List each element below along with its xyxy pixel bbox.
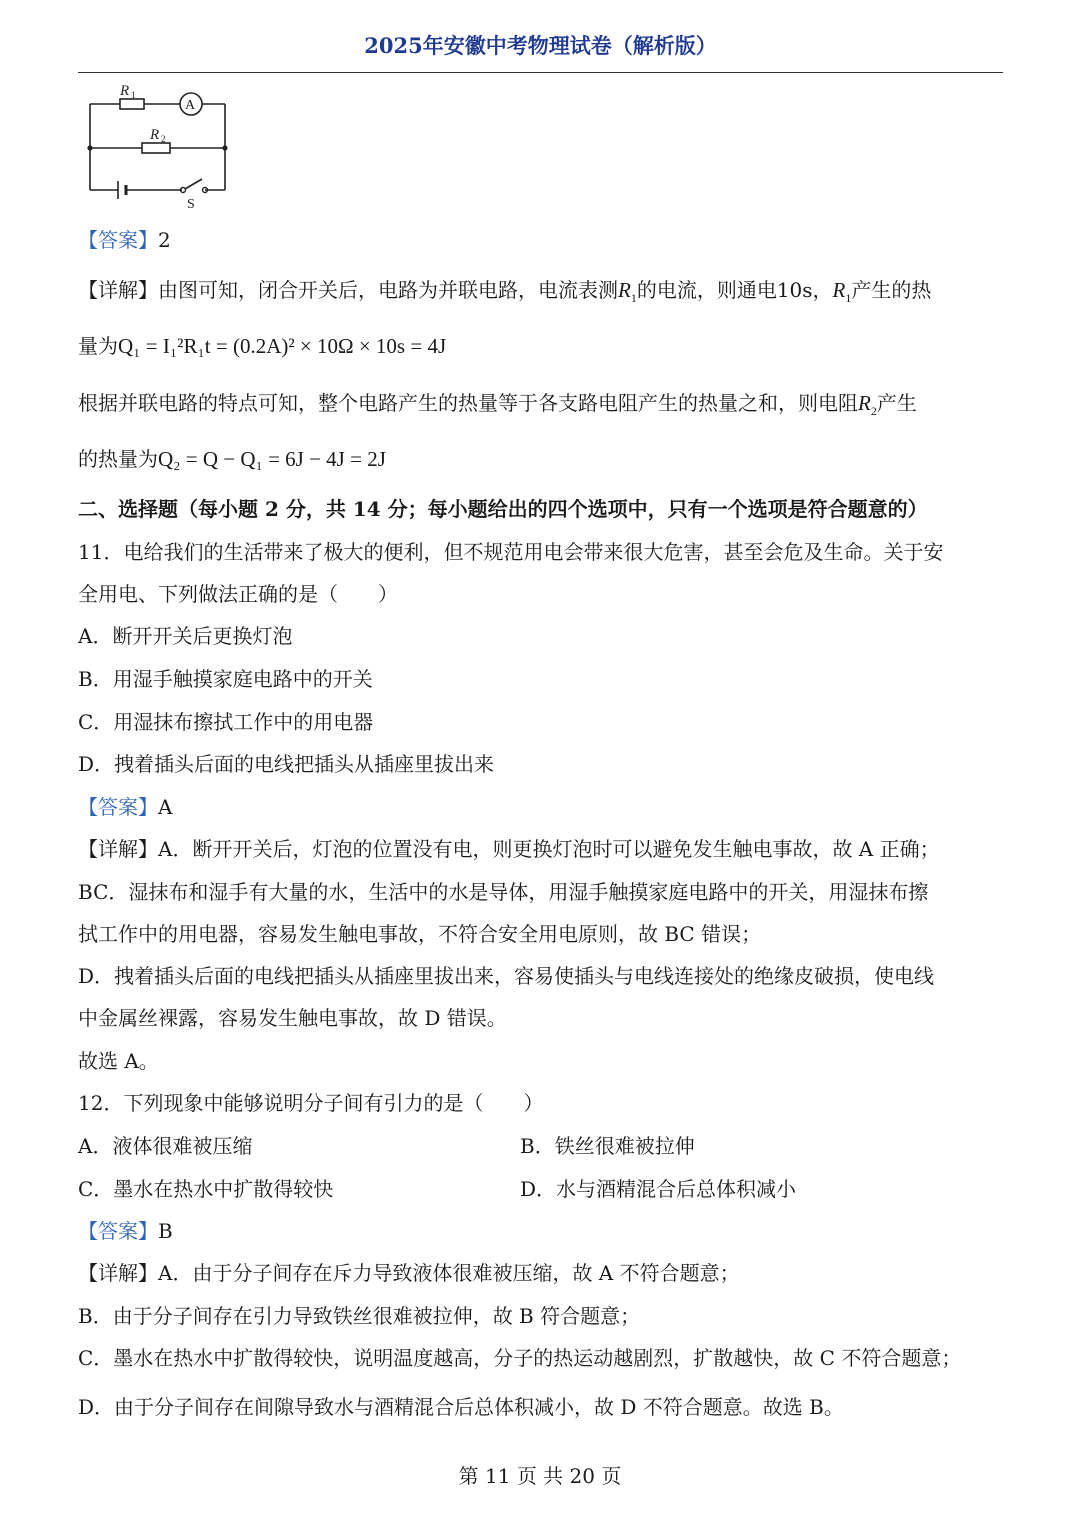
q10-answer — [78, 226, 1008, 254]
label-ammeter: A — [185, 98, 196, 113]
q10-detail-line2 — [78, 332, 1008, 360]
q12-detail-line2: B．由于分子间存在引力导致铁丝很难被拉伸，故 B 符合题意； — [78, 1304, 641, 1328]
q10-detail-line3 — [78, 389, 1008, 425]
label-r1: R — [120, 83, 130, 99]
label-r2: R — [150, 127, 160, 143]
q11-detail-line1 — [78, 835, 1008, 863]
label-r1-sub: 1 — [131, 90, 136, 100]
label-r2-sub: 2 — [161, 134, 166, 144]
detail-tag: 【详解】 — [78, 837, 158, 861]
detail-text: 量为 — [78, 334, 118, 358]
header-divider — [78, 72, 1003, 73]
q11-detail-line4: D．拽着插头后面的电线把插头从插座里拔出来，容易使插头与电线连接处的绝缘皮破损，使电线 — [78, 964, 935, 988]
q12-detail-line1 — [78, 1259, 1008, 1287]
detail-text: A．由于分子间存在斥力导致液体很难被压缩，故 A 不符合题意； — [158, 1261, 740, 1285]
q12-option-a: A．液体很难被压缩 — [78, 1134, 253, 1158]
q12-stem: 12．下列现象中能够说明分子间有引力的是（ ） — [78, 1091, 544, 1115]
q12-option-d: D．水与酒精混合后总体积减小 — [520, 1177, 797, 1201]
section-heading: 二、选择题（每小题 2 分，共 14 分；每小题给出的四个选项中，只有一个选项是符合题意的） — [78, 497, 928, 521]
q11-detail-line5: 中金属丝裸露，容易发生触电事故，故 D 错误。 — [78, 1006, 507, 1030]
page-number: 第 11 页 共 20 页 — [458, 1464, 622, 1488]
q11-detail-line6: 故选 A。 — [78, 1049, 159, 1073]
answer-tag: 【答案】 — [78, 228, 158, 252]
detail-text: 产生的热 — [851, 278, 932, 302]
detail-tag: 【详解】 — [78, 1261, 158, 1285]
q11-option-b: B．用湿手触摸家庭电路中的开关 — [78, 667, 373, 691]
switch-lever — [185, 179, 202, 189]
q12-option-c: C．墨水在热水中扩散得较快 — [78, 1177, 334, 1201]
q11-detail-line3: 拭工作中的用电器，容易发生触电事故，不符合安全用电原则，故 BC 错误； — [78, 922, 762, 946]
detail-text: 由图可知，闭合开关后，电路为并联电路，电流表测 — [158, 278, 618, 302]
q11-option-a: A．断开开关后更换灯泡 — [78, 624, 293, 648]
q12-detail-line4: D．由于分子间存在间隙导致水与酒精混合后总体积减小，故 D 不符合题意。故选 B。 — [78, 1395, 844, 1419]
q11-option-d: D．拽着插头后面的电线把插头从插座里拔出来 — [78, 752, 495, 776]
answer-value: A — [158, 795, 173, 819]
q12-answer — [78, 1217, 1008, 1245]
symbol-r1: $R_1$ — [618, 278, 637, 306]
q12-detail-line3: C．墨水在热水中扩散得较快，说明温度越高，分子的热运动越剧烈，扩散越快，故 C 不符合题意； — [78, 1346, 962, 1370]
q12-options-row1 — [78, 1132, 1008, 1160]
detail-text: 根据并联电路的特点可知，整个电路产生的热量等于各支路电阻产生的热量之和，则电阻 — [78, 391, 858, 415]
q11-stem-line2: 全用电、下列做法正确的是（ ） — [78, 582, 398, 606]
q11-answer — [78, 793, 1008, 821]
detail-text: 的热量为 — [78, 447, 158, 471]
detail-text: 产生 — [876, 391, 917, 415]
answer-tag: 【答案】 — [78, 795, 158, 819]
circuit-diagram — [78, 78, 238, 212]
detail-tag: 【详解】 — [78, 278, 158, 302]
answer-value: 2 — [158, 228, 171, 252]
resistor-r1 — [120, 99, 144, 109]
q11-detail-line2: BC．湿抹布和湿手有大量的水，生活中的水是导体，用湿手触摸家庭电路中的开关，用湿抹布擦 — [78, 880, 929, 904]
q12-options-row2 — [78, 1175, 1008, 1203]
resistor-r2 — [142, 143, 170, 153]
answer-tag: 【答案】 — [78, 1219, 158, 1243]
symbol-r2: $R_2$ — [858, 391, 877, 419]
detail-text: 的电流，则通电10s， — [636, 278, 833, 302]
q12-option-b: B．铁丝很难被拉伸 — [520, 1134, 695, 1158]
q10-detail-line4 — [78, 445, 1008, 473]
q11-stem-line1: 11．电给我们的生活带来了极大的便利，但不规范用电会带来很大危害，甚至会危及生命。关于安 — [78, 540, 944, 564]
formula-q2: Q₂ = Q − Q₁ = 6J − 4J = 2J — [158, 447, 386, 471]
q11-option-c: C．用湿抹布擦拭工作中的用电器 — [78, 710, 374, 734]
detail-text: A．断开开关后，灯泡的位置没有电，则更换灯泡时可以避免发生触电事故，故 A 正确； — [158, 837, 940, 861]
label-switch: S — [187, 197, 195, 212]
symbol-r1: $R_1$ — [832, 278, 852, 306]
answer-value: B — [158, 1219, 173, 1243]
formula-q1: Q₁ = I₁²R₁t = (0.2A)² × 10Ω × 10s = 4J — [118, 334, 447, 358]
page-header-title: 2025年安徽中考物理试卷（解析版） — [364, 33, 717, 58]
q10-detail-line1 — [78, 276, 1008, 312]
